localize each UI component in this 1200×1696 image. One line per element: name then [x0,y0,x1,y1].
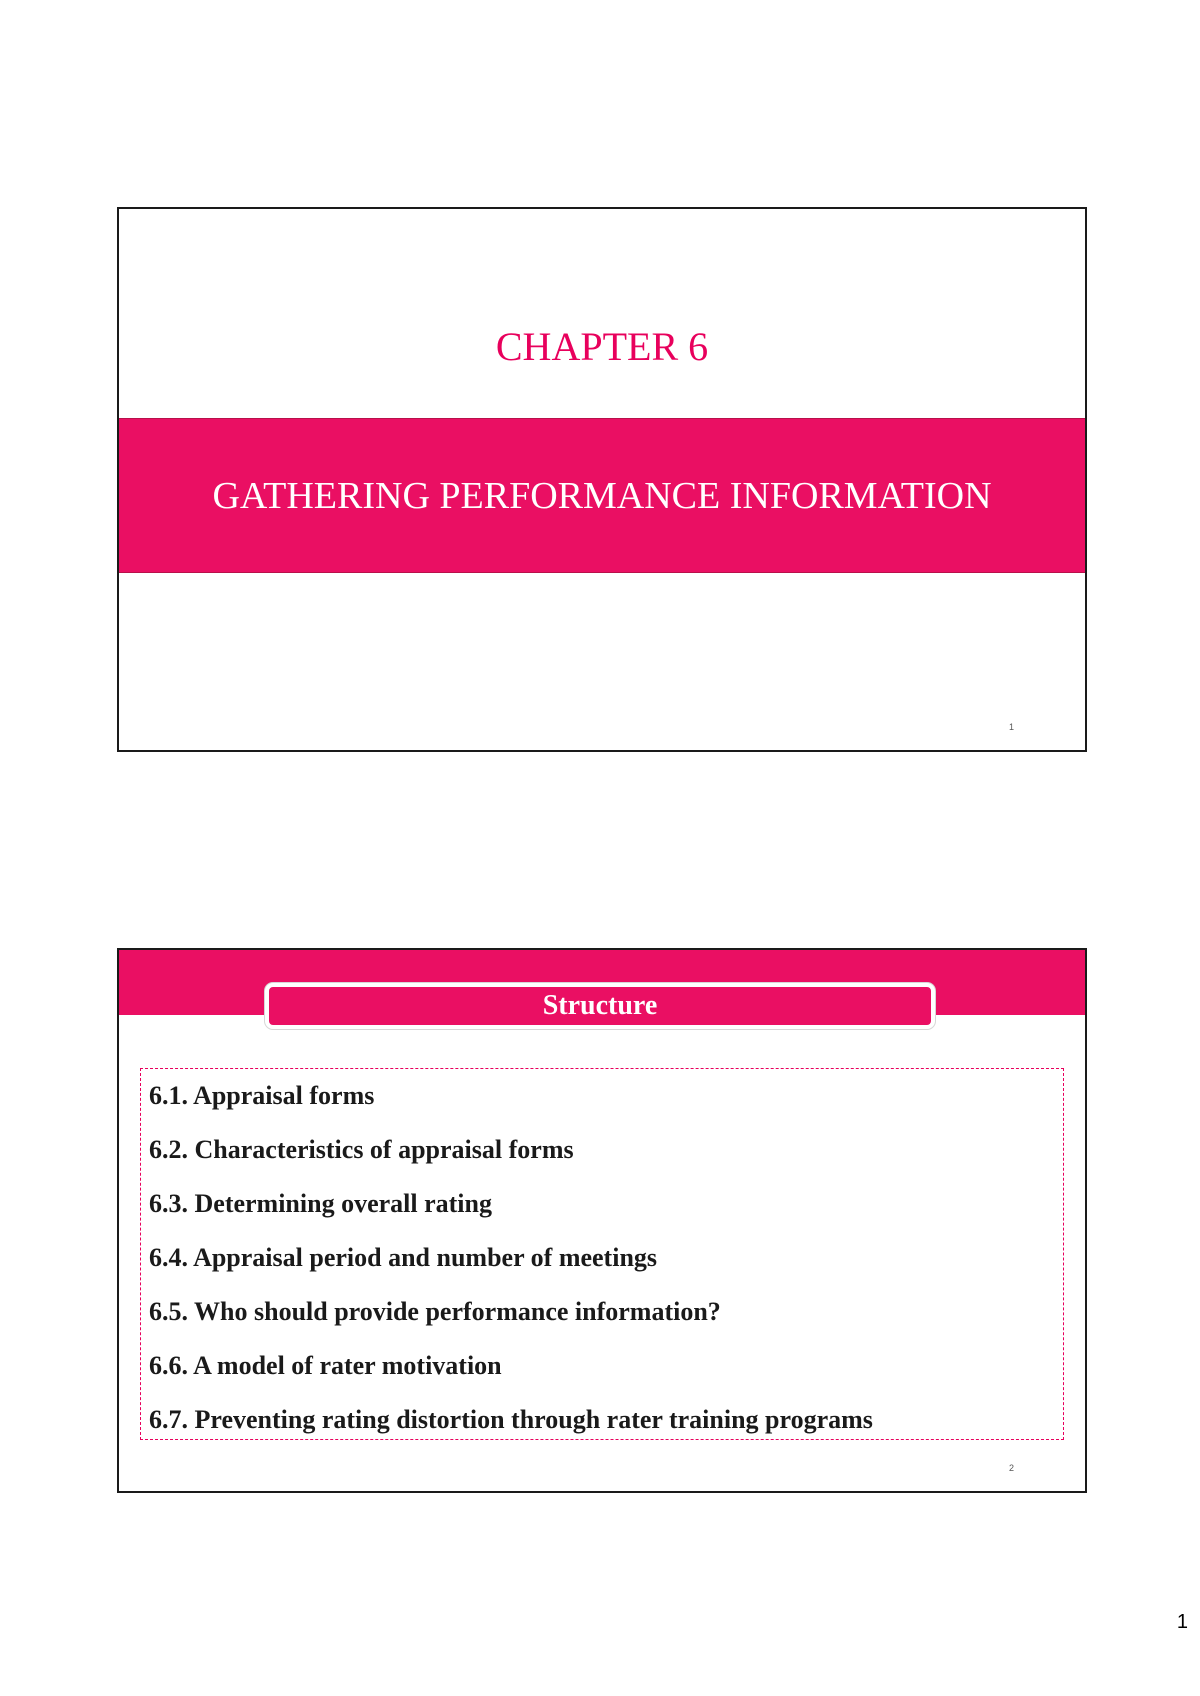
slide-number: 1 [1008,722,1014,732]
list-item: 6.4. Appraisal period and number of meetings [149,1243,658,1272]
list-item: 6.5. Who should provide performance information? [149,1297,721,1326]
slide-title: GATHERING PERFORMANCE INFORMATION [212,474,992,517]
list-item: 6.7. Preventing rating distortion through rater training programs [149,1405,873,1434]
contents-list [141,1081,1063,1459]
page-number: 1 [1176,1611,1188,1633]
list-item: 6.6. A model of rater motivation [149,1351,502,1380]
contents-box [140,1068,1064,1440]
list-item: 6.2. Characteristics of appraisal forms [149,1135,574,1164]
slide-2 [117,948,1087,1493]
structure-heading: Structure [542,990,658,1021]
chapter-title: CHAPTER 6 [495,324,709,369]
slide-number: 2 [1008,1463,1014,1473]
title-band [119,418,1085,573]
list-item: 6.3. Determining overall rating [149,1189,492,1218]
structure-tab [265,983,935,1029]
list-item: 6.1. Appraisal forms [149,1081,375,1110]
slide-1 [117,207,1087,752]
